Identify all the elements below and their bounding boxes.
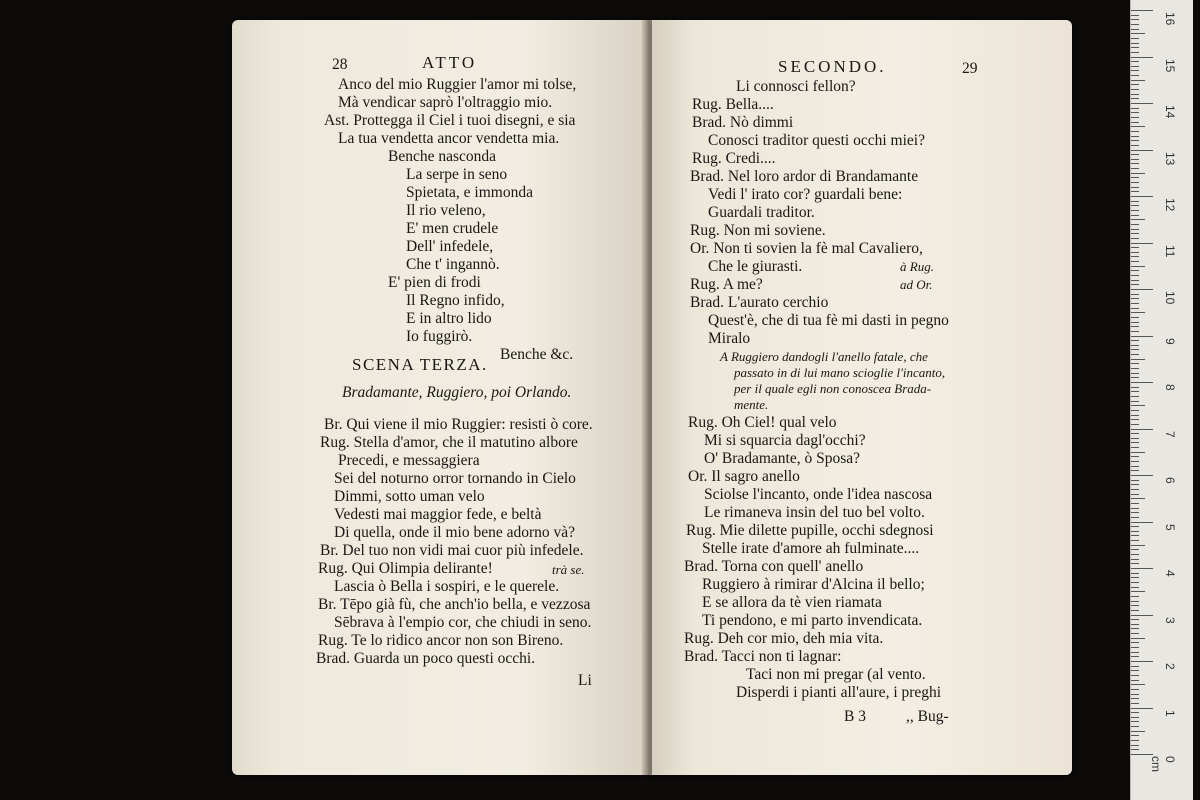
ruler-tick bbox=[1131, 633, 1139, 634]
ruler-tick bbox=[1131, 601, 1139, 602]
ruler-tick bbox=[1131, 70, 1139, 71]
ruler-tick bbox=[1131, 270, 1139, 271]
ruler-tick bbox=[1131, 210, 1139, 211]
left-text-line: Dimmi, sotto uman velo bbox=[334, 488, 485, 505]
ruler-tick bbox=[1131, 749, 1139, 750]
ruler-tick bbox=[1131, 694, 1139, 695]
left-text-line: Rug. Stella d'amor, che il matutino albore bbox=[320, 434, 578, 451]
ruler-tick bbox=[1131, 619, 1139, 620]
ruler-tick bbox=[1131, 331, 1139, 332]
ruler-tick bbox=[1131, 150, 1153, 151]
ruler-tick bbox=[1131, 229, 1139, 230]
ruler-tick bbox=[1131, 526, 1139, 527]
ruler-tick bbox=[1131, 359, 1145, 360]
ruler-tick bbox=[1131, 512, 1139, 513]
left-text-line: Br. Del tuo non vidi mai cuor più infedele. bbox=[320, 542, 584, 559]
ruler-tick bbox=[1131, 656, 1139, 657]
ruler-tick bbox=[1131, 549, 1139, 550]
ruler-tick bbox=[1131, 712, 1139, 713]
ruler-tick bbox=[1131, 61, 1139, 62]
ruler-tick bbox=[1131, 205, 1139, 206]
page-number-left: 28 bbox=[332, 56, 348, 73]
ruler-tick bbox=[1131, 429, 1153, 430]
ruler-tick bbox=[1131, 466, 1139, 467]
left-text-line: Br. Tēpo già fù, che anch'io bella, e vezzosa bbox=[318, 596, 591, 613]
ruler-tick bbox=[1131, 38, 1139, 39]
ruler-tick bbox=[1131, 559, 1139, 560]
ruler-tick bbox=[1131, 396, 1139, 397]
right-text-line: Brad. Torna con quell' anello bbox=[684, 558, 864, 575]
ruler-tick bbox=[1131, 754, 1153, 755]
left-text-line: Il rio veleno, bbox=[406, 202, 486, 219]
ruler-tick bbox=[1131, 33, 1145, 34]
ruler-tick bbox=[1131, 201, 1139, 202]
ruler-tick bbox=[1131, 433, 1139, 434]
ruler-tick bbox=[1131, 401, 1139, 402]
ruler-tick bbox=[1131, 647, 1139, 648]
ruler-tick bbox=[1131, 145, 1139, 146]
ruler-tick bbox=[1131, 373, 1139, 374]
page-number-right: 29 bbox=[962, 60, 978, 77]
left-text-line: trà se. bbox=[552, 562, 585, 577]
ruler-tick bbox=[1131, 735, 1139, 736]
ruler-tick bbox=[1131, 182, 1139, 183]
ruler-tick bbox=[1131, 117, 1139, 118]
ruler-tick bbox=[1131, 726, 1139, 727]
right-text-line: Rug. Credi.... bbox=[692, 150, 776, 167]
ruler-label: 13 bbox=[1163, 151, 1177, 165]
ruler-label: 2 bbox=[1163, 663, 1177, 670]
ruler-tick bbox=[1131, 122, 1139, 123]
right-text-line: Rug. Bella.... bbox=[692, 96, 774, 113]
left-text-line: Il Regno infido, bbox=[406, 292, 505, 309]
ruler-tick bbox=[1131, 531, 1139, 532]
ruler-tick bbox=[1131, 349, 1139, 350]
ruler-label: 11 bbox=[1163, 244, 1177, 257]
ruler-tick bbox=[1131, 168, 1139, 169]
open-book bbox=[232, 20, 1072, 775]
ruler-tick bbox=[1131, 591, 1145, 592]
right-text-line: ,, Bug- bbox=[906, 708, 949, 725]
ruler-tick bbox=[1131, 187, 1139, 188]
right-text-line: Or. Non ti sovien la fè mal Cavaliero, bbox=[690, 240, 923, 257]
ruler-label: 6 bbox=[1163, 477, 1177, 484]
ruler-tick bbox=[1131, 280, 1139, 281]
ruler-tick bbox=[1131, 410, 1139, 411]
left-text-line: Sei del noturno orror tornando in Cielo bbox=[334, 470, 576, 487]
measurement-ruler bbox=[1130, 0, 1193, 800]
ruler-tick bbox=[1131, 154, 1139, 155]
ruler-tick bbox=[1131, 740, 1139, 741]
ruler-tick bbox=[1131, 480, 1139, 481]
right-text-line: passato in di lui mano scioglie l'incanto, bbox=[734, 365, 946, 380]
ruler-tick bbox=[1131, 103, 1153, 104]
left-text-line: Vedesti mai maggior fede, e beltà bbox=[334, 506, 542, 523]
left-text-line: Io fuggirò. bbox=[406, 328, 473, 345]
ruler-tick bbox=[1131, 126, 1145, 127]
ruler-tick bbox=[1131, 475, 1153, 476]
ruler-label: 9 bbox=[1163, 337, 1177, 345]
ruler-tick bbox=[1131, 498, 1145, 499]
ruler-tick bbox=[1131, 405, 1145, 406]
ruler-tick bbox=[1131, 354, 1139, 355]
left-text-line: E' pien di frodi bbox=[388, 274, 481, 291]
left-text-line: Benche &c. bbox=[500, 346, 574, 363]
ruler-tick bbox=[1131, 196, 1153, 197]
left-text-line: Di quella, onde il mio bene adorno và? bbox=[334, 524, 576, 541]
ruler-tick bbox=[1131, 415, 1139, 416]
ruler-tick bbox=[1131, 261, 1139, 262]
right-text-line: Conosci traditor questi occhi miei? bbox=[708, 132, 925, 149]
right-text-line: Rug. Deh cor mio, deh mia vita. bbox=[684, 630, 884, 647]
ruler-tick bbox=[1131, 456, 1139, 457]
ruler-tick bbox=[1131, 136, 1139, 137]
ruler-tick bbox=[1131, 545, 1145, 546]
right-text-line: B 3 bbox=[844, 708, 866, 725]
right-text-line: Brad. Nel loro ardor di Brandamante bbox=[690, 168, 919, 185]
ruler-tick bbox=[1131, 345, 1139, 346]
ruler-tick bbox=[1131, 243, 1153, 244]
right-text-line: Or. Il sagro anello bbox=[688, 468, 800, 485]
right-text-line: à Rug. bbox=[900, 259, 934, 274]
left-text-line: Spietata, e immonda bbox=[406, 184, 533, 201]
right-text-line: Disperdi i pianti all'aure, i preghi bbox=[736, 684, 942, 701]
left-text-line: Dell' infedele, bbox=[406, 238, 494, 255]
ruler-tick bbox=[1131, 303, 1139, 304]
ruler-label: 1 bbox=[1163, 709, 1177, 717]
ruler-label: 16 bbox=[1163, 12, 1177, 26]
ruler-tick bbox=[1131, 363, 1139, 364]
ruler-tick bbox=[1131, 84, 1139, 85]
right-text-line: Rug. Non mi soviene. bbox=[690, 222, 826, 239]
right-page bbox=[652, 20, 1072, 775]
ruler-tick bbox=[1131, 294, 1139, 295]
right-text-line: Rug. Mie dilette pupille, occhi sdegnosi bbox=[686, 522, 934, 539]
ruler-tick bbox=[1131, 698, 1139, 699]
ruler-tick bbox=[1131, 75, 1139, 76]
ruler-tick bbox=[1131, 322, 1139, 323]
left-text-line: Benche nasconda bbox=[388, 148, 497, 165]
ruler-tick bbox=[1131, 391, 1139, 392]
ruler-tick bbox=[1131, 377, 1139, 378]
ruler-tick bbox=[1131, 252, 1139, 253]
ruler-tick bbox=[1131, 247, 1139, 248]
ruler-label: 5 bbox=[1163, 523, 1177, 531]
ruler-tick bbox=[1131, 708, 1153, 709]
right-text-line: Taci non mi pregar (al vento. bbox=[746, 666, 926, 683]
ruler-label: 14 bbox=[1163, 105, 1177, 119]
ruler-tick bbox=[1131, 131, 1139, 132]
ruler-tick bbox=[1131, 52, 1139, 53]
ruler-tick bbox=[1131, 452, 1145, 453]
left-text-line: Anco del mio Ruggier l'amor mi tolse, bbox=[338, 76, 577, 93]
ruler-tick bbox=[1131, 219, 1145, 220]
left-text-line: Che t' ingannò. bbox=[406, 256, 500, 273]
ruler-tick bbox=[1131, 680, 1139, 681]
ruler-tick bbox=[1131, 177, 1139, 178]
right-text-line: ad Or. bbox=[900, 277, 933, 292]
ruler-tick bbox=[1131, 173, 1145, 174]
left-text-line: Ast. Protteggа il Ciel i tuoi disegni, e sia bbox=[324, 112, 576, 129]
ruler-tick bbox=[1131, 308, 1139, 309]
ruler-tick bbox=[1131, 540, 1139, 541]
ruler-tick bbox=[1131, 312, 1145, 313]
left-text-line: Sēbrava à l'empio cor, che chiudi in seno. bbox=[334, 614, 592, 631]
right-text-line: O' Bradamante, ò Sposa? bbox=[704, 450, 861, 467]
right-text-line: Brad. Nò dimmi bbox=[692, 114, 794, 131]
ruler-tick bbox=[1131, 596, 1139, 597]
left-text-line: Rug. Qui Olimpia delirante! bbox=[318, 560, 493, 577]
left-text-line: Precedi, e messaggiera bbox=[338, 452, 480, 469]
ruler-tick bbox=[1131, 563, 1139, 564]
ruler-tick bbox=[1131, 438, 1139, 439]
left-text-line: Rug. Te lo ridico ancor non son Bireno. bbox=[318, 632, 564, 649]
ruler-tick bbox=[1131, 652, 1139, 653]
left-text-line: La tua vendetta ancor vendetta mia. bbox=[338, 130, 560, 147]
ruler-tick bbox=[1131, 503, 1139, 504]
ruler-label: 4 bbox=[1163, 570, 1177, 577]
ruler-tick bbox=[1131, 661, 1153, 662]
ruler-tick bbox=[1131, 535, 1139, 536]
right-text-line: Vedi l' irato cor? guardali bene: bbox=[708, 186, 903, 203]
left-text-line: Li bbox=[578, 672, 592, 689]
ruler-tick bbox=[1131, 256, 1139, 257]
right-text-line: Che le giurasti. bbox=[708, 258, 803, 275]
ruler-tick bbox=[1131, 666, 1139, 667]
ruler-tick bbox=[1131, 610, 1139, 611]
scene-title: SCENA TERZA. bbox=[352, 355, 488, 374]
ruler-tick bbox=[1131, 568, 1153, 569]
running-head-left: ATTO bbox=[422, 53, 478, 72]
ruler-tick bbox=[1131, 215, 1139, 216]
ruler-tick bbox=[1131, 484, 1139, 485]
ruler-tick bbox=[1131, 98, 1139, 99]
ruler-tick bbox=[1131, 10, 1153, 11]
ruler-tick bbox=[1131, 489, 1139, 490]
right-text-line: per il quale egli non conoscea Brada- bbox=[734, 381, 932, 396]
ruler-tick bbox=[1131, 494, 1139, 495]
ruler-tick bbox=[1131, 89, 1139, 90]
ruler-tick bbox=[1131, 284, 1139, 285]
scene-characters: Bradamante, Ruggiero, poi Orlando. bbox=[342, 384, 572, 401]
right-text-line: Rug. A me? bbox=[690, 276, 763, 293]
ruler-tick bbox=[1131, 624, 1139, 625]
ruler-tick bbox=[1131, 587, 1139, 588]
ruler-tick bbox=[1131, 108, 1139, 109]
left-text-line: La serpe in seno bbox=[406, 166, 508, 183]
ruler-label: 10 bbox=[1163, 291, 1177, 305]
ruler-tick bbox=[1131, 368, 1139, 369]
ruler-tick bbox=[1131, 224, 1139, 225]
left-page bbox=[232, 20, 646, 775]
ruler-tick bbox=[1131, 112, 1139, 113]
ruler-tick bbox=[1131, 582, 1139, 583]
right-text-line: Le rimaneva insin del tuo bel volto. bbox=[704, 504, 925, 521]
left-text-line: Br. Qui viene il mio Ruggier: resisti ò core. bbox=[324, 416, 593, 433]
ruler-tick bbox=[1131, 508, 1139, 509]
ruler-tick bbox=[1131, 717, 1139, 718]
ruler-tick bbox=[1131, 19, 1139, 20]
left-text-line: Brad. Guarda un poco questi occhi. bbox=[316, 650, 536, 667]
ruler-tick bbox=[1131, 382, 1153, 383]
ruler-tick bbox=[1131, 447, 1139, 448]
ruler-tick bbox=[1131, 336, 1153, 337]
ruler-tick bbox=[1131, 159, 1139, 160]
ruler-tick bbox=[1131, 703, 1139, 704]
ruler-tick bbox=[1131, 642, 1139, 643]
right-text-line: Brad. Tacci non ti lagnar: bbox=[684, 648, 842, 665]
ruler-tick bbox=[1131, 326, 1139, 327]
ruler-tick bbox=[1131, 47, 1139, 48]
right-text-line: Rug. Oh Ciel! qual velo bbox=[688, 414, 837, 431]
ruler-tick bbox=[1131, 94, 1139, 95]
right-text-line: Quest'è, che di tua fè mi dasti in pegno bbox=[708, 312, 949, 329]
right-text-line: Guardali traditor. bbox=[708, 204, 815, 221]
right-text-line: Mi si squarcia dagl'occhi? bbox=[704, 432, 866, 449]
ruler-tick bbox=[1131, 163, 1139, 164]
ruler-tick bbox=[1131, 689, 1139, 690]
left-text-line: E in altro lido bbox=[406, 310, 492, 327]
ruler-tick bbox=[1131, 15, 1139, 16]
ruler-tick bbox=[1131, 238, 1139, 239]
ruler-tick bbox=[1131, 577, 1139, 578]
ruler-tick bbox=[1131, 191, 1139, 192]
left-text-line: E' men crudele bbox=[406, 220, 499, 237]
ruler-tick bbox=[1131, 233, 1139, 234]
right-text-line: Brad. L'aurato cerchio bbox=[690, 294, 829, 311]
right-text-line: Ruggiero à rimirar d'Alcina il bello; bbox=[702, 576, 925, 593]
ruler-tick bbox=[1131, 66, 1139, 67]
ruler-tick bbox=[1131, 419, 1139, 420]
ruler-tick bbox=[1131, 675, 1139, 676]
ruler-tick bbox=[1131, 317, 1139, 318]
right-text-line: E se allora da tè vien riamata bbox=[702, 594, 882, 611]
ruler-label: 8 bbox=[1163, 384, 1177, 391]
ruler-tick bbox=[1131, 29, 1139, 30]
ruler-tick bbox=[1131, 731, 1145, 732]
ruler-tick bbox=[1131, 684, 1145, 685]
right-text-line: Sciolse l'incanto, onde l'idea nascosa bbox=[704, 486, 933, 503]
ruler-tick bbox=[1131, 442, 1139, 443]
running-head-right: SECONDO. bbox=[778, 57, 887, 76]
ruler-tick bbox=[1131, 43, 1139, 44]
ruler-tick bbox=[1131, 554, 1139, 555]
ruler-tick bbox=[1131, 340, 1139, 341]
ruler-tick bbox=[1131, 670, 1139, 671]
ruler-label: 0 cm bbox=[1149, 756, 1177, 772]
ruler-tick bbox=[1131, 605, 1139, 606]
ruler-tick bbox=[1131, 289, 1153, 290]
ruler-label: 3 bbox=[1163, 616, 1177, 624]
ruler-tick bbox=[1131, 266, 1145, 267]
right-text-line: mente. bbox=[734, 397, 769, 412]
ruler-tick bbox=[1131, 387, 1139, 388]
left-text-line: Mà vendicar saprò l'oltraggio mio. bbox=[338, 94, 553, 111]
right-text-line: Li connosci fellon? bbox=[736, 78, 856, 95]
ruler-tick bbox=[1131, 57, 1153, 58]
ruler-tick bbox=[1131, 628, 1139, 629]
ruler-tick bbox=[1131, 140, 1139, 141]
ruler-tick bbox=[1131, 745, 1139, 746]
ruler-tick bbox=[1131, 461, 1139, 462]
ruler-tick bbox=[1131, 80, 1145, 81]
ruler-tick bbox=[1131, 517, 1139, 518]
ruler-label: 15 bbox=[1163, 58, 1177, 72]
ruler-tick bbox=[1131, 522, 1153, 523]
ruler-tick bbox=[1131, 298, 1139, 299]
right-text-line: Ti pendono, e mi parto invendicata. bbox=[702, 612, 923, 629]
ruler-tick bbox=[1131, 470, 1139, 471]
ruler-tick bbox=[1131, 721, 1139, 722]
ruler-label: 12 bbox=[1163, 198, 1177, 212]
left-text-line: Lascia ò Bella i sospiri, e le querele. bbox=[334, 578, 560, 595]
ruler-tick bbox=[1131, 638, 1145, 639]
right-text-line: Miralo bbox=[708, 330, 751, 347]
right-text-line: A Ruggiero dandogli l'anello fatale, che bbox=[720, 349, 928, 364]
ruler-tick bbox=[1131, 24, 1139, 25]
ruler-tick bbox=[1131, 275, 1139, 276]
ruler-label: 7 bbox=[1163, 430, 1177, 438]
ruler-tick bbox=[1131, 424, 1139, 425]
right-text-line: Stelle irate d'amore ah fulminate.... bbox=[702, 540, 920, 557]
ruler-tick bbox=[1131, 573, 1139, 574]
ruler-tick bbox=[1131, 615, 1153, 616]
